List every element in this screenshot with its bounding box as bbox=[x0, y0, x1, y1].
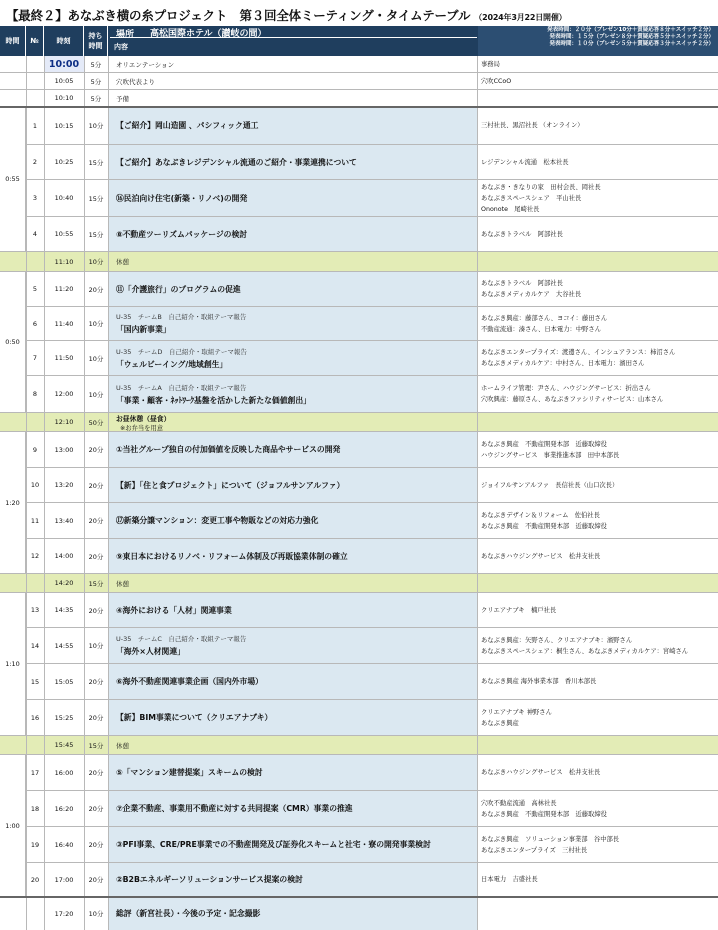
presenters bbox=[478, 376, 718, 412]
presenters bbox=[478, 341, 718, 375]
duration: 20分 bbox=[88, 606, 104, 615]
duration: 10分 bbox=[88, 258, 104, 266]
presenters bbox=[478, 252, 718, 271]
session-number: 19 bbox=[30, 840, 40, 849]
session-number bbox=[26, 56, 44, 72]
presenter-line: あなぶき・きなりの家 田村会長、岡社長 bbox=[481, 183, 601, 191]
start-time: 14:35 bbox=[54, 606, 74, 614]
session-title-text: ⑥海外不動産関連事業企画（国内外市場） bbox=[116, 677, 263, 686]
session-content bbox=[108, 341, 477, 375]
session-content bbox=[108, 73, 477, 89]
session-title bbox=[116, 908, 477, 919]
time-group-cell: 0:50 bbox=[0, 272, 26, 413]
session-note: ※お弁当を用意 bbox=[120, 424, 164, 431]
duration: 15分 bbox=[88, 230, 104, 239]
start-time: 16:00 bbox=[54, 768, 74, 777]
presenters bbox=[478, 145, 718, 179]
duration: 20分 bbox=[88, 876, 104, 884]
session-title bbox=[116, 605, 477, 616]
title-text: 【最終２】あなぶき横の糸プロジェクト 第３回全体ミーティング・タイムテーブル bbox=[6, 8, 471, 23]
presenters bbox=[478, 413, 718, 431]
presenter-line: 日本電力 吉盛社長 bbox=[481, 876, 538, 883]
session-content bbox=[108, 252, 477, 271]
session-number bbox=[26, 90, 44, 106]
session-content bbox=[108, 700, 477, 735]
start-time: 14:00 bbox=[54, 552, 74, 560]
presenters bbox=[478, 574, 718, 592]
start-time: 13:40 bbox=[54, 516, 74, 525]
session-title-text: 「事業・顧客・ﾈｯﾄﾜｰｸ基盤を活かした新たな価値創出」 bbox=[116, 395, 311, 405]
column-divider bbox=[108, 56, 109, 930]
session-title bbox=[116, 359, 477, 370]
session-number: 4 bbox=[32, 230, 38, 238]
section-separator bbox=[0, 896, 718, 898]
presenters bbox=[478, 664, 718, 699]
session-number: 15 bbox=[30, 677, 40, 686]
duration: 10分 bbox=[88, 122, 104, 130]
start-time: 16:40 bbox=[54, 840, 74, 849]
session-title-text: オリエンテーション bbox=[116, 60, 175, 69]
session-title bbox=[116, 60, 477, 69]
duration: 15分 bbox=[88, 194, 104, 203]
session-title-text: ⑪「介護旅行」のプログラムの促進 bbox=[116, 284, 241, 294]
duration: 20分 bbox=[88, 517, 104, 525]
session-number bbox=[26, 897, 44, 930]
session-title bbox=[116, 676, 477, 687]
presenter-line: あなぶき興産 不動産開発本部 近藤取締役 bbox=[481, 810, 607, 818]
presenter-line: 事務局 bbox=[481, 60, 500, 68]
session-subtitle: U-35 チームC 自己紹介・取組テーマ報告 bbox=[116, 635, 247, 643]
presenters bbox=[478, 897, 718, 930]
header-venue-label: 場所 bbox=[116, 30, 135, 40]
session-title-text: ②B2Bエネルギーソリューションサービス提案の検討 bbox=[116, 875, 303, 884]
header-time-group: 時間 bbox=[0, 26, 26, 56]
session-number: 16 bbox=[30, 713, 40, 722]
start-time: 11:50 bbox=[54, 354, 74, 362]
session-title-text: ⑦企業不動産、事業用不動産に対する共同提案（CMR）事業の推進 bbox=[116, 804, 353, 813]
start-time: 10:15 bbox=[54, 121, 74, 130]
presenter-line: ジョイフルサンアルファ 長信社長（山口次長） bbox=[481, 481, 619, 489]
presenters bbox=[478, 593, 718, 627]
session-content bbox=[108, 539, 477, 573]
duration: 5分 bbox=[90, 77, 102, 86]
presenters bbox=[478, 307, 718, 340]
session-title bbox=[116, 803, 477, 814]
section-separator bbox=[0, 106, 718, 108]
session-title-text: ④海外における「人材」関連事業 bbox=[116, 605, 232, 615]
session-number bbox=[26, 252, 44, 271]
table-header bbox=[0, 26, 718, 56]
session-number: 12 bbox=[30, 552, 40, 560]
start-time: 17:00 bbox=[54, 875, 74, 884]
start-time: 10:55 bbox=[54, 230, 74, 238]
presenter-line: あなぶき興産 不動産開発本部 近藤取締役 bbox=[481, 522, 607, 530]
header-venue-row bbox=[110, 26, 477, 38]
duration: 10分 bbox=[88, 390, 104, 399]
rule-20min: 発表時間：２０分（プレゼン10分＋質疑応答８分＋スイッチ２分） bbox=[547, 27, 714, 33]
rule-15min: 発表時間：１５分（プレゼン８分＋質疑応答５分＋スイッチ２分） bbox=[549, 34, 714, 41]
session-title-text: ⑤「マンション建替提案」スキームの検討 bbox=[116, 768, 263, 777]
presenter-line: あなぶきデザイン＆リフォーム 佐伯社長 bbox=[481, 511, 600, 519]
start-time: 15:25 bbox=[54, 713, 74, 722]
session-title-text: ⑯民泊向け住宅(新築・リノベ)の開発 bbox=[116, 193, 248, 203]
session-title-text: お昼休憩（昼食） bbox=[116, 414, 171, 423]
duration: 10分 bbox=[88, 320, 104, 328]
session-title-text: 予備 bbox=[116, 94, 129, 103]
presenter-line: あなぶきメディカルケア：中村さん、日本電力：濱田さん bbox=[481, 360, 645, 367]
presenters bbox=[478, 628, 718, 663]
start-time: 11:10 bbox=[54, 257, 74, 266]
session-number: 7 bbox=[32, 354, 38, 362]
session-content bbox=[108, 56, 477, 72]
presenters bbox=[478, 863, 718, 896]
duration: 5分 bbox=[90, 60, 102, 69]
session-content bbox=[108, 217, 477, 251]
presenter-line: あなぶきエンタープライズ：渡邊さん、インシュアランス：柿沼さん bbox=[481, 349, 676, 356]
session-number: 2 bbox=[32, 158, 38, 166]
presenters bbox=[478, 755, 718, 790]
presenters bbox=[478, 700, 718, 735]
session-content bbox=[108, 574, 477, 592]
session-number: 14 bbox=[30, 641, 40, 650]
session-title-text: 【ご紹介】あなぶきレジデンシャル流通のご紹介・事業連携について bbox=[116, 157, 357, 167]
presenter-line: Ononote 尾崎社長 bbox=[481, 205, 540, 213]
duration: 20分 bbox=[88, 481, 104, 490]
session-title-text: 【新】BIM事業について（クリエアナブキ） bbox=[116, 713, 273, 722]
presenters bbox=[478, 90, 718, 106]
start-time: 17:20 bbox=[54, 909, 74, 918]
event-date: （2024年3月22日開催） bbox=[474, 13, 567, 22]
session-content bbox=[108, 897, 477, 930]
session-number bbox=[26, 736, 44, 754]
page-title bbox=[6, 6, 566, 24]
session-content bbox=[108, 863, 477, 896]
session-title bbox=[116, 395, 477, 406]
session-title bbox=[116, 413, 477, 431]
presenter-line: あなぶき興産：藤部さん、ヨコイ：藤田さん bbox=[481, 314, 608, 322]
session-title-text: 【新】「住と食プロジェクト」について（ジョフルサンアルファ） bbox=[116, 480, 345, 490]
column-divider bbox=[26, 56, 27, 930]
session-number: 10 bbox=[30, 481, 40, 489]
start-time: 10:10 bbox=[54, 94, 74, 102]
duration: 15分 bbox=[88, 741, 104, 750]
presenters bbox=[478, 468, 718, 502]
duration: 20分 bbox=[88, 805, 104, 813]
presenters bbox=[478, 432, 718, 467]
session-title bbox=[116, 551, 477, 562]
duration: 20分 bbox=[88, 285, 104, 294]
session-number: 3 bbox=[32, 194, 38, 202]
session-title-text: 【ご紹介】岡山造園 、パシフィック通工 bbox=[116, 121, 259, 130]
session-title bbox=[116, 741, 477, 750]
session-title bbox=[116, 579, 477, 588]
start-time: 11:20 bbox=[54, 285, 74, 293]
presenter-line: 不動産流通：湊さん、日本電力：中野さん bbox=[481, 325, 602, 333]
session-content bbox=[108, 90, 477, 106]
session-title-text: 「海外×人材関連」 bbox=[116, 647, 185, 656]
presenters bbox=[478, 73, 718, 89]
presenter-line: レジデンシャル流通 松本社長 bbox=[481, 158, 569, 166]
session-title-text: ③PFI事業、CRE/PRE事業での不動産開発及び証券化スキームと社宅・寮の開発事業検討 bbox=[116, 840, 431, 849]
session-content bbox=[108, 664, 477, 699]
session-title-text: 休憩 bbox=[116, 579, 129, 588]
duration: 50分 bbox=[88, 418, 104, 427]
presenter-line: あなぶきスペースシェア 平山社長 bbox=[481, 194, 582, 202]
session-content bbox=[108, 272, 477, 306]
duration: 10分 bbox=[88, 354, 104, 363]
session-number: 6 bbox=[32, 319, 38, 328]
session-content bbox=[108, 468, 477, 502]
presenters bbox=[478, 827, 718, 862]
start-time: 14:55 bbox=[54, 641, 74, 650]
time-group-cell: 0:55 bbox=[0, 107, 26, 252]
session-subtitle: U-35 チームA 自己紹介・取組テーマ報告 bbox=[116, 383, 247, 392]
presenter-line: ハウジングサービス 事業推進本部 田中本部長 bbox=[481, 451, 620, 459]
session-title bbox=[116, 120, 477, 131]
session-content bbox=[108, 755, 477, 790]
header-duration: 持ち時間 bbox=[84, 26, 108, 56]
session-title-text: ⑰新築分譲マンション：変更工事や物販などの対応力強化 bbox=[116, 516, 319, 525]
session-content bbox=[108, 413, 477, 431]
start-time: 12:10 bbox=[54, 418, 74, 426]
presenters bbox=[478, 539, 718, 573]
session-subtitle: U-35 チームB 自己紹介・取組テーマ報告 bbox=[116, 313, 247, 321]
duration: 10分 bbox=[88, 910, 104, 918]
presenters bbox=[478, 56, 718, 72]
session-content bbox=[108, 107, 477, 144]
presenter-line: 穴吹不動産流通 高林社長 bbox=[481, 799, 557, 807]
session-subtitle: U-35 チームD 自己紹介・取組テーマ報告 bbox=[116, 347, 247, 356]
session-content bbox=[108, 736, 477, 754]
duration: 15分 bbox=[88, 158, 104, 167]
column-divider bbox=[84, 56, 85, 930]
session-content bbox=[108, 376, 477, 412]
presenter-line: あなぶきエンタープライズ 三村社長 bbox=[481, 846, 588, 854]
duration: 20分 bbox=[88, 678, 104, 686]
presenters bbox=[478, 272, 718, 306]
session-content bbox=[108, 791, 477, 826]
presenter-line: クリエアナブキ 楠戸社長 bbox=[481, 606, 557, 614]
session-number bbox=[26, 413, 44, 431]
session-number: 17 bbox=[30, 768, 40, 777]
session-number: 20 bbox=[30, 875, 40, 884]
header-content: 内容 bbox=[114, 43, 128, 51]
session-title bbox=[116, 839, 477, 850]
session-title-text: 「ウェルビーイング/地域創生」 bbox=[116, 359, 228, 369]
session-content bbox=[108, 145, 477, 179]
session-title-text: 休憩 bbox=[116, 258, 129, 266]
rule-10min: 発表時間：１０分（プレゼン５分＋質疑応答３分＋スイッチ２分） bbox=[549, 41, 714, 48]
session-title bbox=[116, 94, 477, 103]
session-content bbox=[108, 827, 477, 862]
start-time: 10:25 bbox=[54, 158, 74, 166]
session-number: 11 bbox=[30, 516, 40, 525]
session-content bbox=[108, 503, 477, 538]
presenters bbox=[478, 217, 718, 251]
column-divider bbox=[44, 56, 45, 930]
presenters bbox=[478, 180, 718, 216]
session-number: 1 bbox=[32, 121, 38, 130]
session-title-text: ⑨東日本におけるリノベ・リフォーム体制及び再販協業体制の確立 bbox=[116, 551, 348, 561]
start-time: 13:20 bbox=[54, 481, 74, 489]
start-time: 16:20 bbox=[54, 804, 74, 813]
session-title bbox=[116, 874, 477, 885]
presenters bbox=[478, 107, 718, 144]
session-title-text: ①当社グループ独自の付加価値を反映した商品やサービスの開発 bbox=[116, 445, 341, 454]
presenter-line: あなぶきトラベル 阿部社長 bbox=[481, 230, 563, 238]
start-time: 10:00 bbox=[44, 56, 84, 72]
session-title bbox=[116, 284, 477, 295]
session-number bbox=[26, 73, 44, 89]
start-time: 14:20 bbox=[54, 579, 74, 587]
session-title-text: 総評（新宮社長）・今後の予定・記念撮影 bbox=[116, 909, 261, 918]
session-number: 8 bbox=[32, 390, 38, 398]
presenters bbox=[478, 791, 718, 826]
start-time: 15:45 bbox=[54, 741, 74, 749]
start-time: 15:05 bbox=[54, 677, 74, 686]
duration: 10分 bbox=[88, 642, 104, 650]
duration: 15分 bbox=[88, 579, 104, 588]
session-title bbox=[116, 324, 477, 335]
session-title-text: 休憩 bbox=[116, 741, 129, 750]
session-content bbox=[108, 593, 477, 627]
presenter-line: あなぶき興産 ソリューション事業部 谷中部長 bbox=[481, 835, 620, 843]
session-title bbox=[116, 480, 477, 491]
presenter-line: あなぶき興産：矢野さん、クリエアナブキ：濱野さん bbox=[481, 636, 633, 644]
session-title-text: ⑧不動産ツーリズムパッケージの検討 bbox=[116, 229, 248, 239]
duration: 20分 bbox=[88, 769, 104, 777]
time-group-cell: 1:10 bbox=[0, 593, 26, 736]
session-number: 13 bbox=[30, 606, 40, 614]
presenter-line: あなぶきハウジングサービス 松井支社長 bbox=[481, 552, 601, 560]
time-group-cell: 1:20 bbox=[0, 432, 26, 574]
presenter-line: あなぶき興産 不動産開発本部 近藤取締役 bbox=[481, 440, 607, 448]
presenters bbox=[478, 736, 718, 754]
session-content bbox=[108, 628, 477, 663]
presenter-line: クリエアナブキ 神野さん bbox=[481, 708, 552, 716]
presenter-line: あなぶきトラベル 阿部社長 bbox=[481, 280, 563, 287]
start-time: 12:00 bbox=[54, 390, 74, 398]
session-title-text: 「国内新事業」 bbox=[116, 325, 171, 334]
header-time: 時刻 bbox=[44, 26, 84, 56]
presenter-line: あなぶき興産 bbox=[481, 719, 519, 727]
presenter-line: あなぶきスペースシェア：桐生さん、あなぶきメディカルケア：宮崎さん bbox=[481, 647, 689, 655]
session-number bbox=[26, 574, 44, 592]
presenter-line: 穴吹興産：藤原さん、あなぶきファシリティサービス：山本さん bbox=[481, 396, 664, 403]
session-content bbox=[108, 432, 477, 467]
session-title bbox=[116, 515, 477, 526]
session-title bbox=[116, 444, 477, 455]
presenter-line: 三村社長、黒沼社長 （オンライン） bbox=[481, 122, 584, 129]
header-no: № bbox=[26, 26, 44, 56]
presenter-line: あなぶきメディカルケア 大谷社長 bbox=[481, 291, 582, 298]
duration: 20分 bbox=[88, 446, 104, 454]
header-venue: 高松国際ホテル（讃岐の間） bbox=[150, 29, 267, 39]
presenter-line: ホームライフ管理：尹さん、ハウジングサービス：折出さん bbox=[481, 385, 651, 392]
presenter-line: あなぶき興産 海外事業本部 香川本部長 bbox=[481, 678, 597, 685]
duration: 5分 bbox=[90, 94, 102, 103]
header-rules bbox=[478, 26, 718, 56]
start-time: 13:00 bbox=[54, 445, 74, 454]
session-title bbox=[116, 646, 477, 657]
start-time: 10:40 bbox=[54, 194, 74, 202]
session-number: 18 bbox=[30, 804, 40, 813]
session-title bbox=[116, 712, 477, 723]
duration: 20分 bbox=[88, 552, 104, 561]
session-number: 5 bbox=[32, 285, 38, 293]
session-title bbox=[116, 77, 477, 86]
presenter-line: 穴吹CCoO bbox=[481, 77, 512, 85]
session-title bbox=[116, 157, 477, 168]
start-time: 11:40 bbox=[54, 319, 74, 328]
session-title bbox=[116, 193, 477, 204]
session-content bbox=[108, 180, 477, 216]
duration: 20分 bbox=[88, 841, 104, 849]
session-content bbox=[108, 307, 477, 340]
session-number: 9 bbox=[32, 445, 38, 454]
session-title bbox=[116, 767, 477, 778]
session-title-text: 穴吹代表より bbox=[116, 77, 155, 86]
duration: 20分 bbox=[88, 714, 104, 722]
presenters bbox=[478, 503, 718, 538]
session-title bbox=[116, 229, 477, 240]
column-divider bbox=[477, 56, 478, 930]
start-time: 10:05 bbox=[54, 77, 74, 85]
presenter-line: あなぶきハウジングサービス 松井支社長 bbox=[481, 769, 601, 776]
session-title bbox=[116, 257, 477, 266]
time-group-cell: 1:00 bbox=[0, 755, 26, 897]
